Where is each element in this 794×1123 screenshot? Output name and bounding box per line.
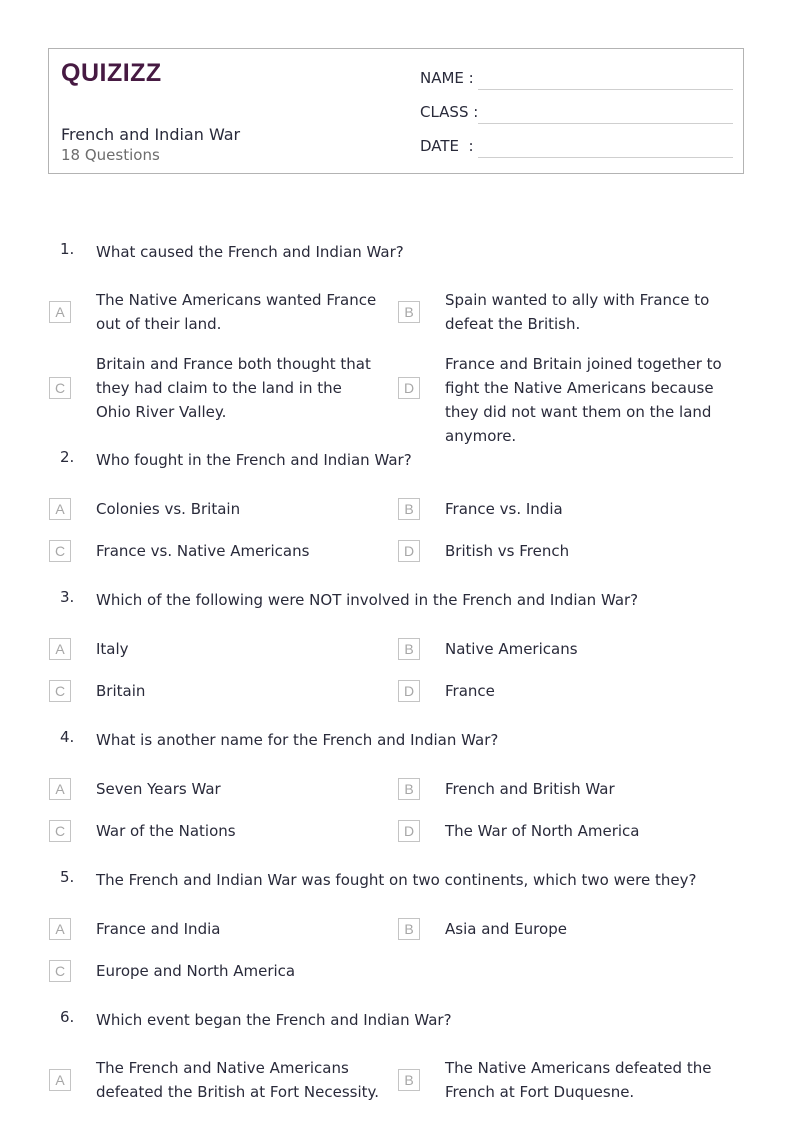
option-letter-badge[interactable]: C [49, 680, 71, 702]
option-letter-badge[interactable]: A [49, 301, 71, 323]
option-letter-badge[interactable]: D [398, 377, 420, 399]
option-letter-badge[interactable]: B [398, 918, 420, 940]
question-text: Which event began the French and Indian War? [96, 1011, 452, 1029]
option-text[interactable]: France vs. Native Americans [96, 542, 310, 560]
option-text[interactable]: Spain wanted to ally with France to defeat the British. [445, 291, 710, 333]
option-text[interactable]: The War of North America [445, 822, 640, 840]
option-letter-badge[interactable]: A [49, 918, 71, 940]
class-label: CLASS : [420, 103, 479, 121]
date-field[interactable] [478, 157, 733, 158]
option-text[interactable]: Asia and Europe [445, 920, 567, 938]
question-number: 2. [60, 448, 75, 466]
option-letter-badge[interactable]: A [49, 778, 71, 800]
option-text[interactable]: Europe and North America [96, 962, 296, 980]
question-count: 18 Questions [61, 146, 160, 164]
option-text[interactable]: Britain [96, 682, 146, 700]
question-text: What caused the French and Indian War? [96, 243, 404, 261]
name-field[interactable] [478, 89, 733, 90]
option-letter-badge[interactable]: C [49, 820, 71, 842]
option-letter-badge[interactable]: C [49, 377, 71, 399]
option-text[interactable]: The French and Native Americans defeated the British at Fort Necessity. [96, 1059, 380, 1101]
question-number: 3. [60, 588, 75, 606]
option-text[interactable]: Native Americans [445, 640, 578, 658]
worksheet-title: French and Indian War [61, 125, 241, 144]
question-text: What is another name for the French and Indian War? [96, 731, 499, 749]
option-text[interactable]: France and India [96, 920, 221, 938]
quizizz-logo: QUIZIZZ [61, 59, 162, 87]
option-text[interactable]: Britain and France both thought that they had claim to the land in the Ohio River Valley. [96, 355, 371, 421]
option-text[interactable]: War of the Nations [96, 822, 236, 840]
class-field[interactable] [478, 123, 733, 124]
option-text[interactable]: Italy [96, 640, 129, 658]
question-number: 6. [60, 1008, 75, 1026]
worksheet-header [48, 48, 744, 174]
option-letter-badge[interactable]: B [398, 778, 420, 800]
option-text[interactable]: Colonies vs. Britain [96, 500, 241, 518]
option-text[interactable]: The Native Americans defeated the French at Fort Duquesne. [445, 1059, 712, 1101]
option-text[interactable]: France and Britain joined together to fight the Native Americans because they did not want them on the land anymore. [445, 355, 722, 445]
question-text: The French and Indian War was fought on two continents, which two were they? [96, 871, 697, 889]
question-number: 5. [60, 868, 75, 886]
name-label: NAME : [420, 69, 474, 87]
option-letter-badge[interactable]: D [398, 820, 420, 842]
question-number: 1. [60, 240, 75, 258]
option-letter-badge[interactable]: A [49, 638, 71, 660]
option-letter-badge[interactable]: B [398, 301, 420, 323]
option-text[interactable]: French and British War [445, 780, 615, 798]
question-text: Which of the following were NOT involved in the French and Indian War? [96, 591, 639, 609]
date-label: DATE : [420, 137, 474, 155]
option-letter-badge[interactable]: A [49, 498, 71, 520]
option-letter-badge[interactable]: C [49, 540, 71, 562]
option-text[interactable]: The Native Americans wanted France out of their land. [96, 291, 377, 333]
question-number: 4. [60, 728, 75, 746]
option-letter-badge[interactable]: C [49, 960, 71, 982]
option-letter-badge[interactable]: D [398, 680, 420, 702]
option-letter-badge[interactable]: B [398, 1069, 420, 1091]
option-letter-badge[interactable]: A [49, 1069, 71, 1091]
option-letter-badge[interactable]: B [398, 498, 420, 520]
option-text[interactable]: France [445, 682, 495, 700]
option-text[interactable]: Seven Years War [96, 780, 221, 798]
option-letter-badge[interactable]: B [398, 638, 420, 660]
option-text[interactable]: France vs. India [445, 500, 563, 518]
option-text[interactable]: British vs French [445, 542, 570, 560]
option-letter-badge[interactable]: D [398, 540, 420, 562]
question-text: Who fought in the French and Indian War? [96, 451, 412, 469]
